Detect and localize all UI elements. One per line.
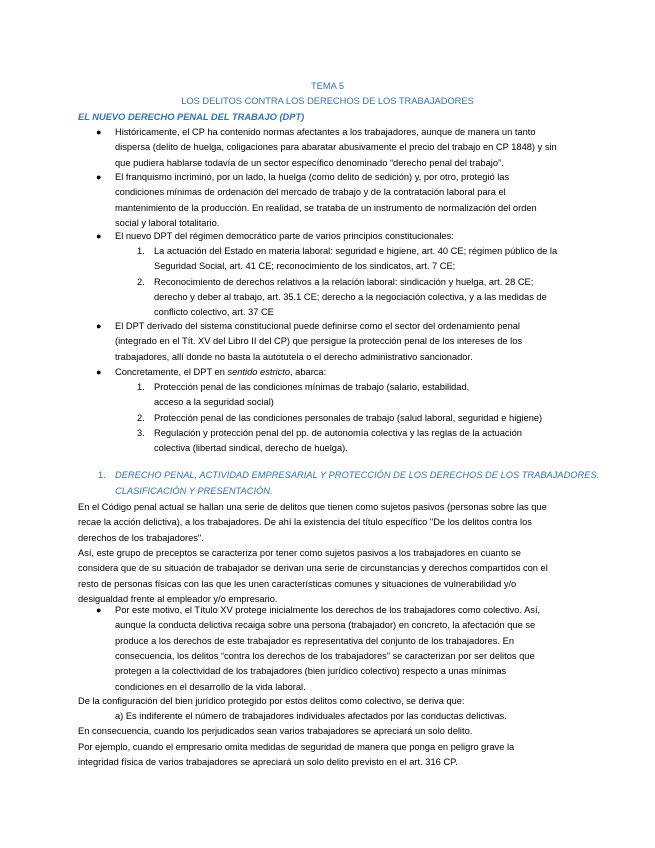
bullet-icon: ● <box>96 321 102 331</box>
text-span: , abarca: <box>290 367 327 377</box>
list-item-text: derecho y deber al trabajo, art. 35.1 CE; derecho a la negociación colectiva, y a las medidas de <box>154 291 547 302</box>
list-item-text: La actuación del Estado en materia laboral: seguridad e higiene, art. 40 CE; régimen público de la <box>154 246 558 256</box>
list-item-text: acceso a la seguridad social) <box>154 397 274 408</box>
bullet-text: produce a los derechos de este trabajador es representativa del conjunto de los trabajadores. En <box>115 635 514 646</box>
italic-span: sentido estricto <box>227 367 291 377</box>
paragraph-line: En consecuencia, cuando los perjudicados sean varios trabajadores se apreciará un solo delito. <box>78 726 473 736</box>
list-item-text: a) Es indiferente el número de trabajadores individuales afectados por las conductas delictivas. <box>115 711 507 721</box>
list-number: 1. <box>137 246 145 256</box>
list-item-text: Reconocimiento de derechos relativos a la relación laboral: sindicación y huelga, art. 28 CE; <box>154 276 534 287</box>
paragraph-line: resto de personas físicas con las que les unen características comunes y situaciones de vulnerabilidad y/o <box>78 578 517 589</box>
bullet-text: trabajadores, allí donde no basta la autotutela o el derecho administrativo sancionador. <box>115 351 473 362</box>
paragraph-line: recae la acción delictiva), a los trabajadores. De ahí la existencia del título específico "De los delitos contra los <box>78 517 532 528</box>
bullet-text: dispersa (delito de huelga, coligaciones para abaratar abusivamente el precio del trabajo en CP 1848) y sin <box>115 142 557 153</box>
paragraph-line: Por ejemplo, cuando el empresario omita medidas de seguridad de manera que ponga en peligro grave la <box>78 742 515 752</box>
bullet-text: Históricamente, el CP ha contenido normas afectantes a los trabajadores, aunque de manera un tanto <box>115 127 536 137</box>
bullet-icon: ● <box>96 172 102 182</box>
bullet-text: El franquismo incriminó, por un lado, la huelga (como delito de sedición) y, por otro, protegió las <box>115 172 510 182</box>
section-heading: DERECHO PENAL, ACTIVIDAD EMPRESARIAL Y PROTECCIÓN DE LOS DERECHOS DE LOS TRABAJADORES. <box>115 470 600 480</box>
list-number: 1. <box>137 382 145 392</box>
bullet-icon: ● <box>96 367 102 377</box>
section-heading: CLASIFICACIÓN Y PRESENTACIÓN. <box>115 486 273 496</box>
paragraph-line: De la configuración del bien jurídico protegido por estos delitos como colectivo, se deriva que: <box>78 696 465 706</box>
list-item-text: Regulación y protección penal del pp. de autonomía colectiva y las reglas de la actuación <box>154 427 522 438</box>
bullet-text: aunque la conducta delictiva recaiga sobre una persona (trabajador) en concreto, la afectación que se <box>115 620 536 631</box>
list-number: 3. <box>137 427 145 438</box>
bullet-icon: ● <box>96 231 102 241</box>
paragraph-line: desigualdad frente al empleador y/o empresario. <box>78 593 278 604</box>
list-item-text: colectiva (libertad sindical, derecho de huelga). <box>154 443 348 454</box>
bullet-text: (integrado en el Tít. XV del Libro II del CP) que persigue la protección penal de los intereses de los <box>115 336 523 347</box>
paragraph-line: integridad física de varios trabajadores se apreciará un solo delito previsto en el art. 316 CP. <box>78 757 458 768</box>
bullet-text: que pudiera hablarse todavía de un sector específico denominado “derecho penal del trabajo”. <box>115 157 504 168</box>
paragraph-line: En el Código penal actual se hallan una serie de delitos que tienen como sujetos pasivos (personas sobre las que <box>78 502 547 512</box>
list-number: 1. <box>98 470 106 480</box>
page-title: TEMA 5 <box>310 81 345 91</box>
bullet-icon: ● <box>96 605 102 615</box>
bullet-text: condiciones mínimas de ordenación del mercado de trabajo y de la contratación laboral para el <box>115 187 506 198</box>
list-number: 2. <box>137 276 145 287</box>
paragraph-line: Así, este grupo de preceptos se caracteriza por tener como sujetos pasivos a los trabajadores en cuanto se <box>78 548 521 558</box>
bullet-text: El DPT derivado del sistema constitucional puede definirse como el sector del ordenamiento penal <box>115 321 520 331</box>
list-item-text: Seguridad Social, art. 41 CE; reconocimiento de los sindicatos, art. 7 CE; <box>154 261 456 272</box>
bullet-text: protegen a la colectividad de los trabajadores (bien jurídico colectivo) respecto a unas mínimas <box>115 666 507 677</box>
page-subtitle: LOS DELITOS CONTRA LOS DERECHOS DE LOS TRABAJADORES <box>181 96 474 106</box>
list-item-text: Protección penal de las condiciones mínimas de trabajo (salario, estabilidad, <box>154 382 470 392</box>
bullet-text: El nuevo DPT del régimen democrático parte de varios principios constitucionales: <box>115 231 454 241</box>
paragraph-line: considera que de su situación de trabajador se derivan una serie de circunstancias y derechos compartidos con el <box>78 563 548 574</box>
list-item-text: conflicto colectivo, art. 37 CE <box>154 307 274 318</box>
bullet-text: consecuencia, los delitos “contra los derechos de los trabajadores” se caracterizan por ser delitos que <box>115 650 535 661</box>
list-item-text: Protección penal de las condiciones personales de trabajo (salud laboral, seguridad e higiene) <box>154 412 543 423</box>
paragraph-line: derechos de los trabajadores". <box>78 532 204 543</box>
bullet-text: mantenimiento de la producción. En realidad, se trataba de un instrumento de normalización del orden <box>115 202 537 213</box>
section-heading: EL NUEVO DERECHO PENAL DEL TRABAJO (DPT) <box>78 112 305 122</box>
bullet-icon: ● <box>96 127 102 137</box>
bullet-text: condiciones en el desarrollo de la vida laboral. <box>115 681 306 692</box>
list-number: 2. <box>137 412 145 423</box>
bullet-text: social y laboral totalitario. <box>115 217 220 228</box>
bullet-text: Por este motivo, el Título XV protege inicialmente los derechos de los trabajadores como colectivo. Así, <box>115 605 541 615</box>
text-span: Concretamente, el DPT en <box>115 367 228 377</box>
bullet-text <box>115 366 326 378</box>
